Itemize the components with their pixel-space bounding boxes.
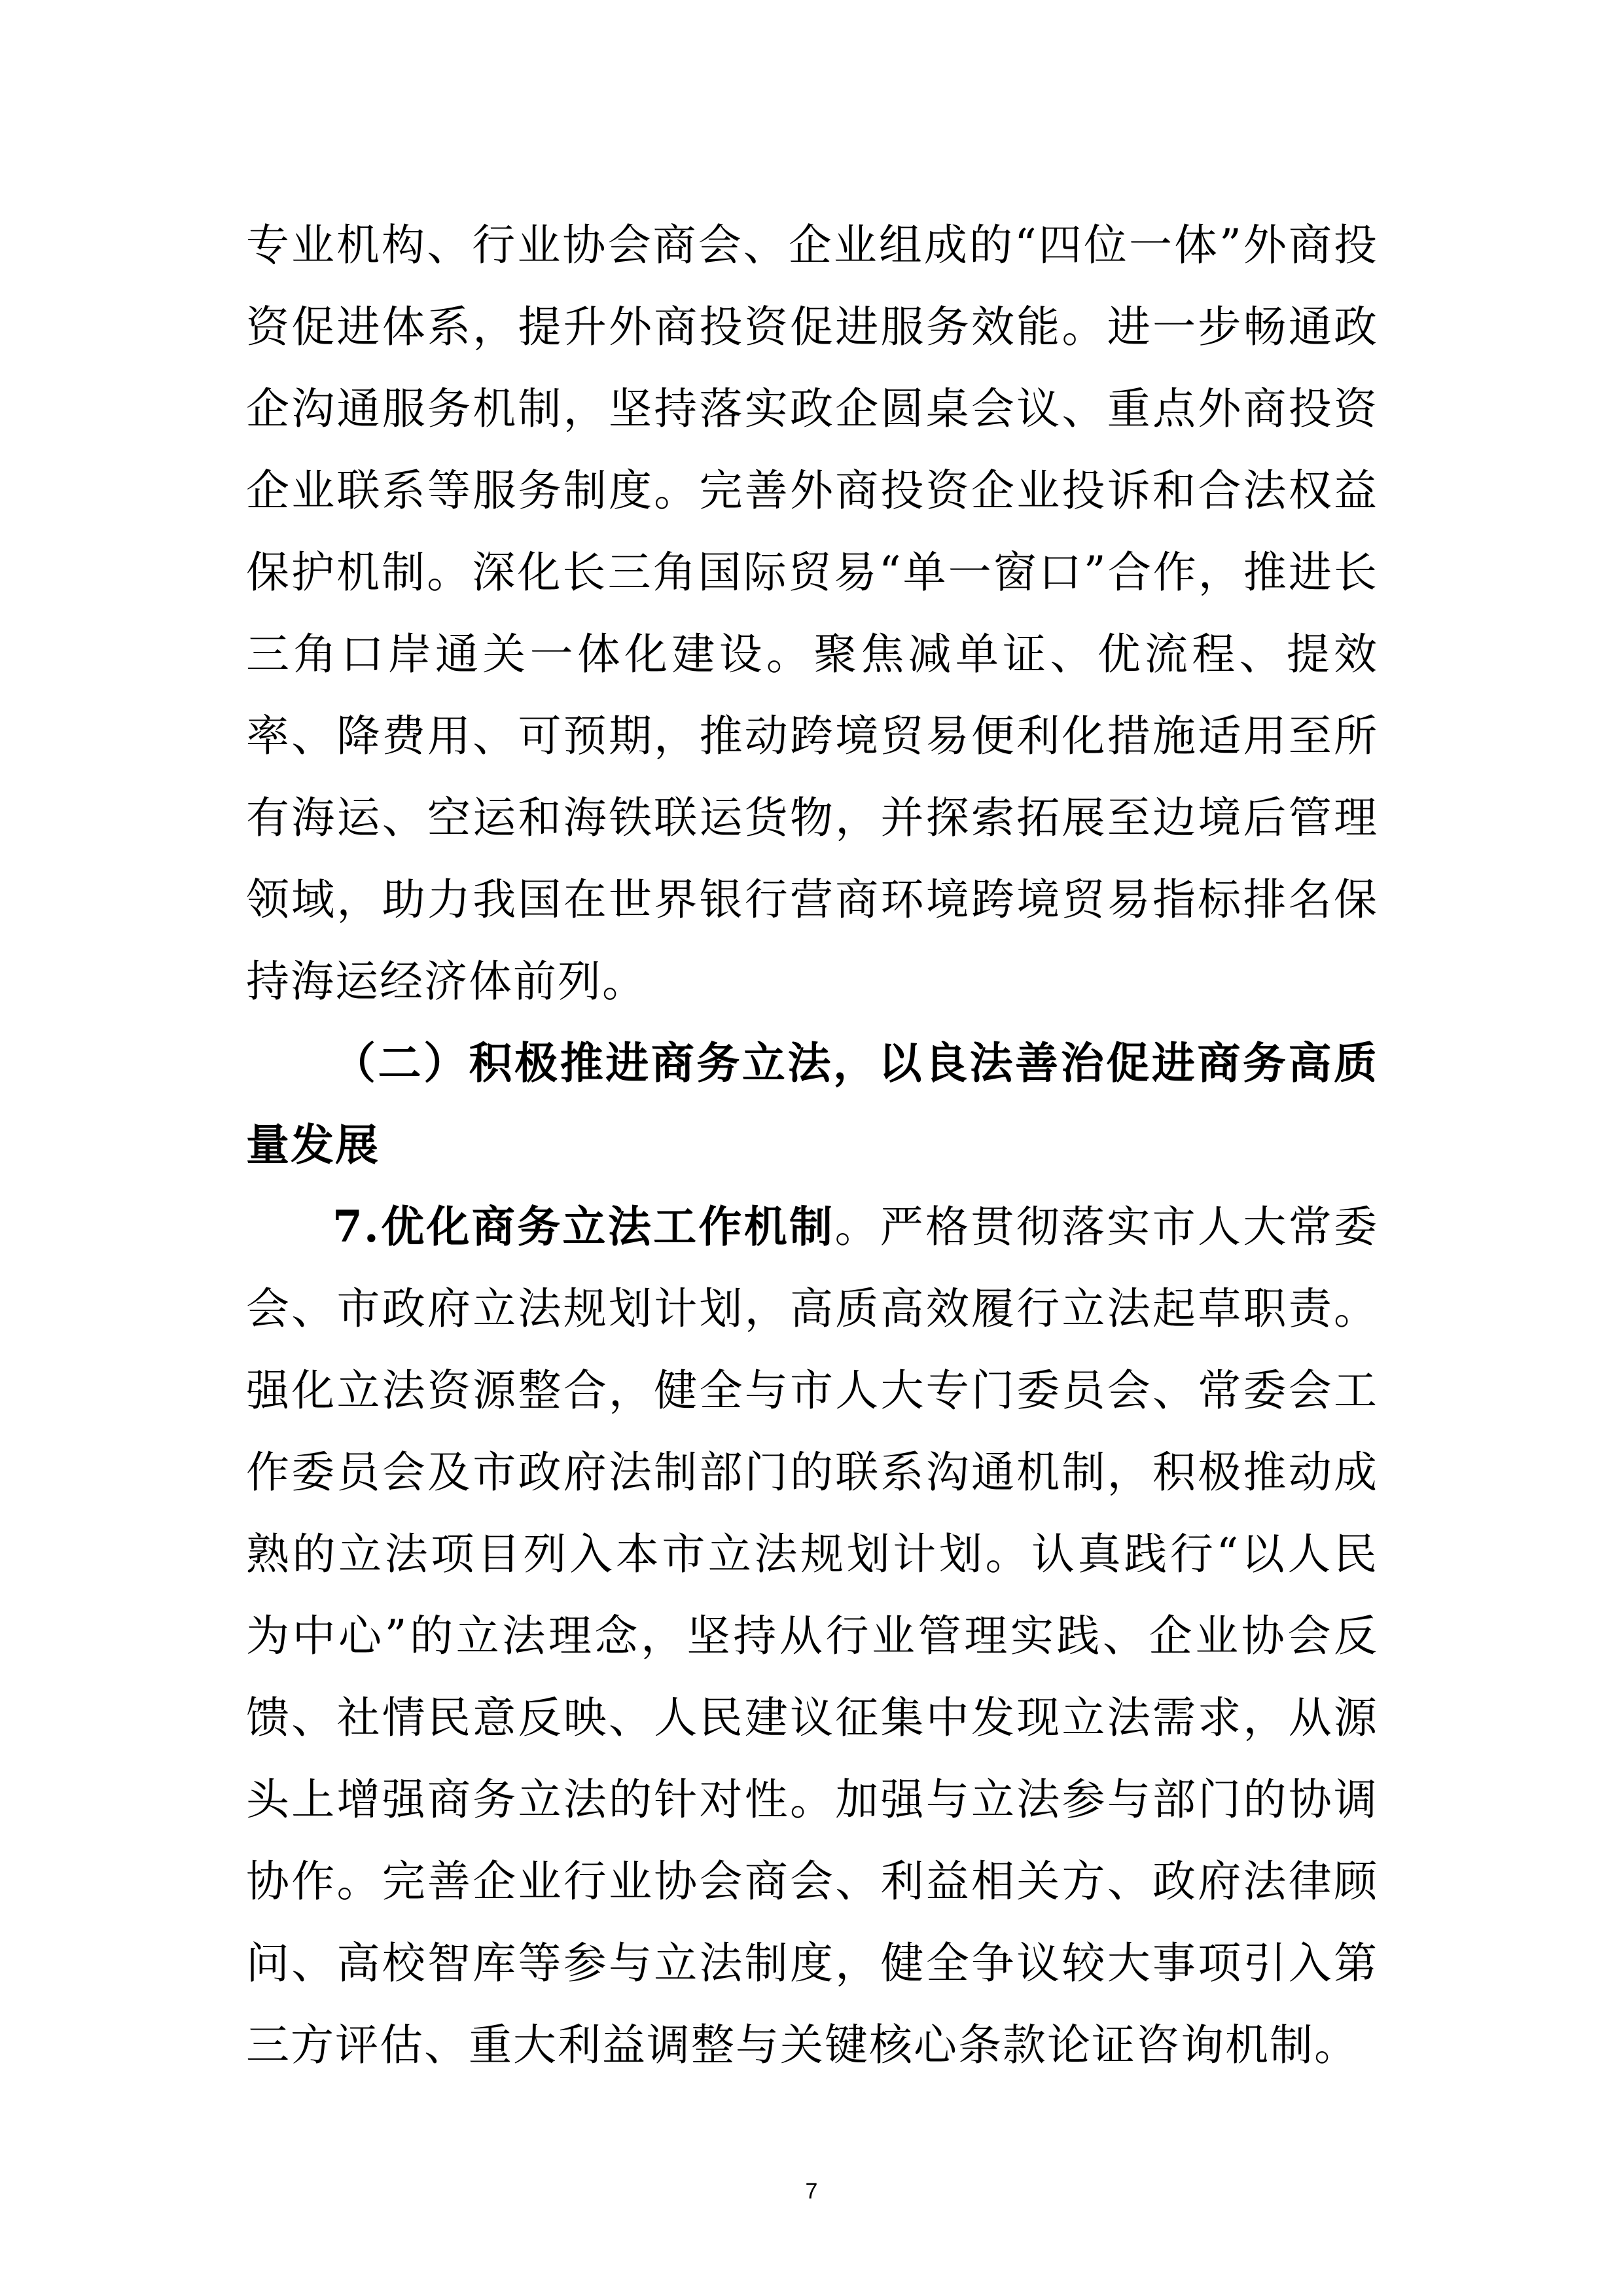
item-lead: 7.优化商务立法工作机制 xyxy=(332,1201,835,1252)
section-heading: （二）积极推进商务立法，以良法善治促进商务高质量发展 xyxy=(246,1037,1378,1170)
page-body xyxy=(246,204,1378,2086)
page-number: 7 xyxy=(805,2179,818,2204)
item-text: 。严格贯彻落实市人大常委会、市政府立法规划计划，高质高效履行立法起草职责。强化立法资源整合，健全与市人大专门委员会、常委会工作委员会及市政府法制部门的联系沟通机制，积极推动成熟的立法项目列入本市立法规划计划。认真践行“以人民为中心”的立法理念，坚持从行业管理实践、企业协会反馈、社情民意反映、人民建议征集中发现立法需求，从源头上增强商务立法的针对性。加强与立法参与部门的协调协作。完善企业行业协会商会、利益相关方、政府法律顾问、高校智库等参与立法制度，健全争议较大事项引入第三方评估、重大利益调整与关键核心条款论证咨询机制。 xyxy=(246,1202,1378,2070)
paragraph-continued: 专业机构、行业协会商会、企业组成的“四位一体”外商投资促进体系，提升外商投资促进服务效能。进一步畅通政企沟通服务机制，坚持落实政企圆桌会议、重点外商投资企业联系等服务制度。完善外商投资企业投诉和合法权益保护机制。深化长三角国际贸易“单一窗口”合作，推进长三角口岸通关一体化建设。聚焦减单证、优流程、提效率、降费用、可预期，推动跨境贸易便利化措施适用至所有海运、空运和海铁联运货物，并探索拓展至边境后管理领域，助力我国在世界银行营商环境跨境贸易指标排名保持海运经济体前列。 xyxy=(246,220,1378,1007)
paragraph-item-7 xyxy=(246,1186,1378,2086)
